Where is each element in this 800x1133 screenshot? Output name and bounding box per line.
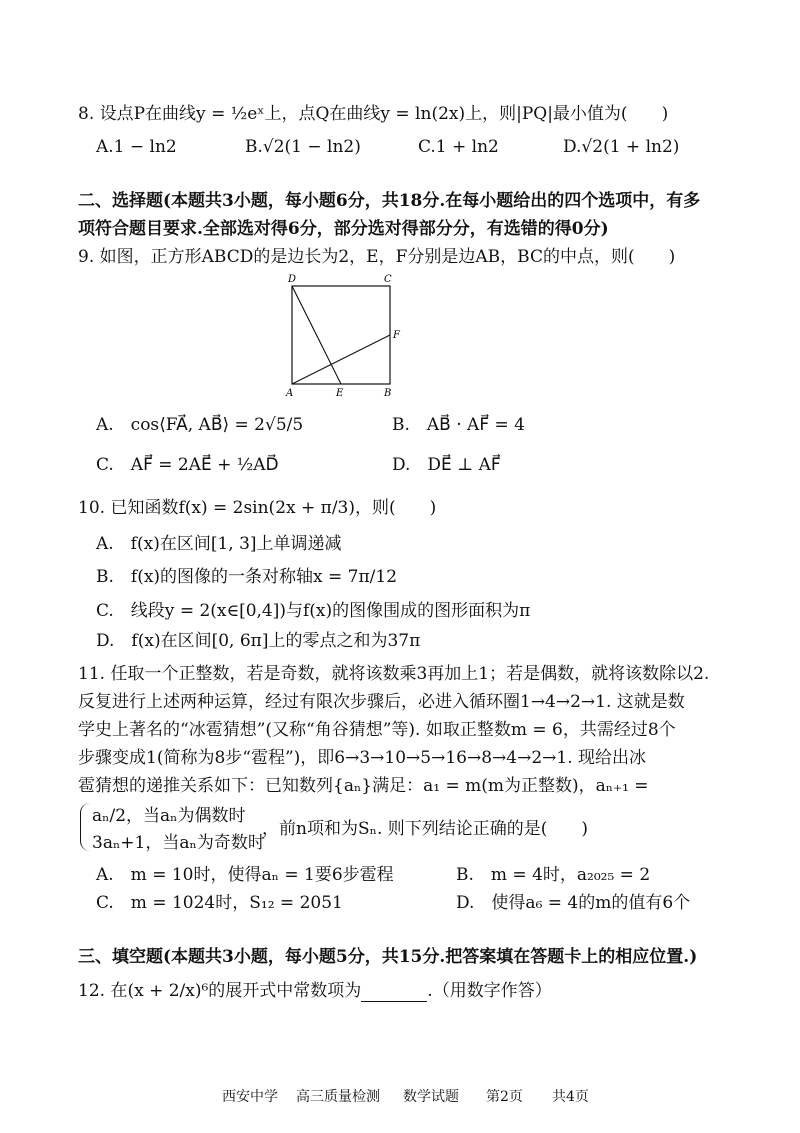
q11-line-3: 学史上著名的“冰雹猜想”(又称“角谷猜想”等). 如取正整数m = 6，共需经过8个 [78, 720, 676, 740]
section3-header: 三、填空题(本题共3小题，每小题5分，共15分.把答案填在答题卡上的相应位置.) [78, 947, 698, 967]
q8-option-a: A.1 − ln2 [96, 137, 177, 157]
footer-school: 西安中学 [222, 1089, 278, 1105]
footer-exam: 高三质量检测 [296, 1089, 380, 1105]
q11-piecewise-top: aₙ/2，当aₙ为偶数时 [92, 806, 246, 826]
label-c: C [384, 274, 392, 285]
q12-stem-after: .（用数字作答） [427, 981, 552, 1001]
q11-line-4: 步骤变成1(简称为8步“雹程”)，即6→3→10→5→16→8→4→2→1. 现给出冰 [78, 748, 647, 768]
q9-option-b: B. AB⃗ · AF⃗ = 4 [392, 415, 525, 435]
q10-option-b: B. f(x)的图像的一条对称轴x = 7π/12 [96, 567, 398, 587]
q11-option-d: D. 使得a₆ = 4的m的值有6个 [456, 893, 691, 913]
q9-square-figure [280, 272, 405, 402]
q10-option-c: C. 线段y = 2(x∈[0,4])与f(x)的图像围成的图形面积为π [96, 601, 531, 621]
q10-option-d: D. f(x)在区间[0, 6π]上的零点之和为37π [96, 631, 421, 651]
footer-page: 第2页 [486, 1089, 523, 1105]
label-a: A [286, 388, 294, 399]
q11-option-c: C. m = 1024时，S₁₂ = 2051 [96, 893, 343, 913]
q8-stem: 8. 设点P在曲线y = ½eˣ上，点Q在曲线y = ln(2x)上，则|PQ|最小值为( ) [78, 104, 669, 124]
q9-option-c: C. AF⃗ = 2AE⃗ + ½AD⃗ [96, 455, 279, 475]
q8-option-b: B.√2(1 − ln2) [245, 137, 361, 157]
segment-de [292, 286, 341, 384]
q11-line-5: 雹猜想的递推关系如下：已知数列{aₙ}满足：a₁ = m(m为正整数)，aₙ₊₁ = [78, 776, 649, 796]
q9-option-a: A. cos⟨FA⃗, AB⃗⟩ = 2√5/5 [96, 415, 304, 435]
footer-subject: 数学试题 [403, 1089, 459, 1105]
q12-stem [78, 980, 552, 1002]
section2-header-line1: 二、选择题(本题共3小题，每小题6分，共18分.在每小题给出的四个选项中，有多 [78, 191, 701, 211]
label-d: D [288, 274, 297, 285]
q11-piecewise-tail: ，前n项和为Sₙ. 则下列结论正确的是( ) [262, 819, 589, 839]
q12-answer-blank[interactable] [361, 985, 427, 1002]
q11-piecewise-bottom: 3aₙ+1，当aₙ为奇数时 [92, 833, 265, 853]
q9-stem: 9. 如图，正方形ABCD的是边长为2，E，F分别是边AB，BC的中点，则( ) [78, 247, 676, 267]
label-f: F [393, 330, 400, 341]
q10-stem: 10. 已知函数f(x) = 2sin(2x + π/3)，则( ) [78, 498, 437, 518]
q11-option-b: B. m = 4时，a₂₀₂₅ = 2 [456, 865, 651, 885]
q12-stem-before: 12. 在(x + 2/x)⁶的展开式中常数项为 [78, 981, 362, 1001]
section2-header-line2: 项符合题目要求.全部选对得6分，部分选对得部分分，有选错的得0分) [78, 219, 609, 239]
q8-option-d: D.√2(1 + ln2) [563, 137, 680, 157]
q9-option-d: D. DE⃗ ⊥ AF⃗ [392, 455, 501, 475]
q11-line-1: 11. 任取一个正整数，若是奇数，就将该数乘3再加上1；若是偶数，就将该数除以2. [78, 664, 710, 684]
q11-option-a: A. m = 10时，使得aₙ = 1要6步雹程 [96, 865, 394, 885]
segment-af [292, 335, 390, 384]
label-e: E [336, 388, 344, 399]
label-b: B [384, 388, 392, 399]
square-abcd [292, 286, 390, 384]
footer-total: 共4页 [552, 1089, 589, 1105]
q10-option-a: A. f(x)在区间[1, 3]上单调递减 [96, 534, 342, 554]
q11-line-2: 反复进行上述两种运算，经过有限次步骤后，必进入循环圈1→4→2→1. 这就是数 [78, 692, 685, 712]
q8-option-c: C.1 + ln2 [418, 137, 499, 157]
